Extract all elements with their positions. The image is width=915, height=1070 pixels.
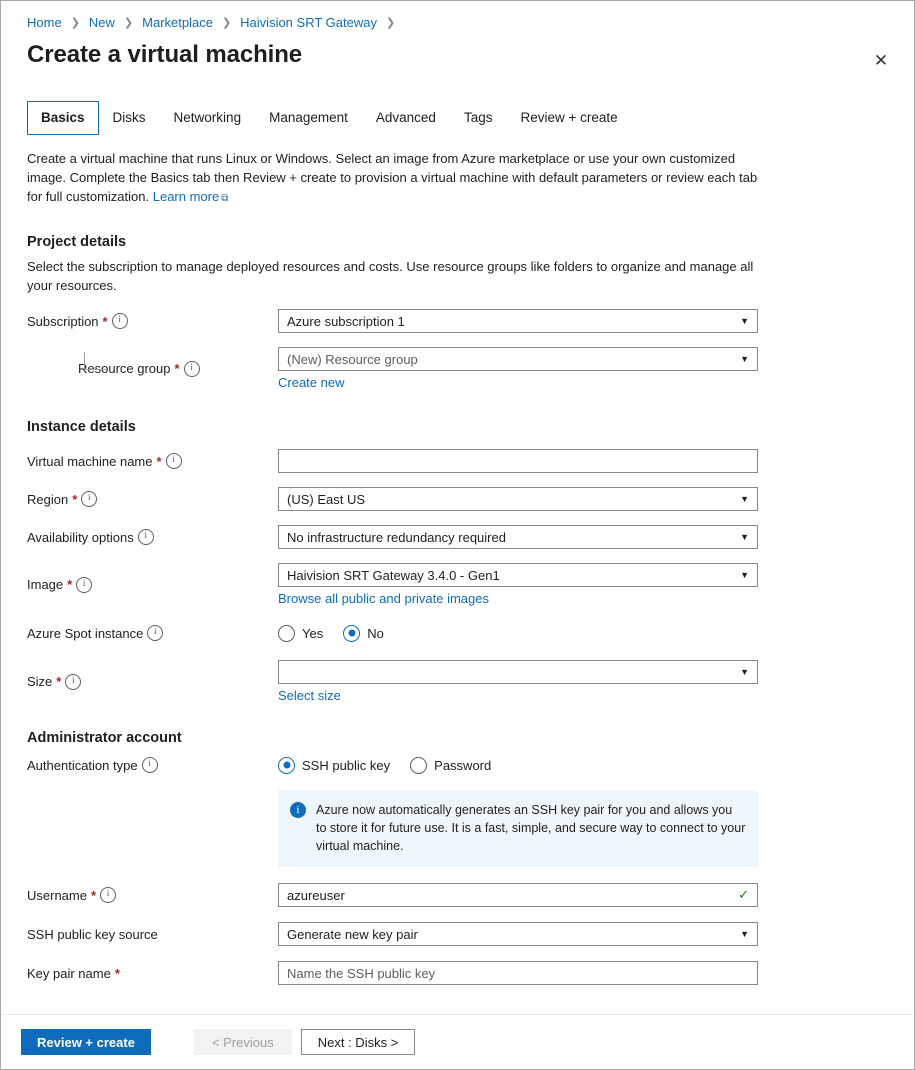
availability-options-select[interactable] <box>278 525 758 549</box>
ssh-key-source-select[interactable] <box>278 922 758 946</box>
image-value: Haivision SRT Gateway 3.4.0 - Gen1 <box>287 567 500 583</box>
ssh-key-source-row <box>27 922 888 946</box>
learn-more-link[interactable]: Learn more <box>152 189 220 204</box>
spot-instance-row <box>27 622 888 644</box>
subscription-field <box>278 309 758 333</box>
review-create-button[interactable]: Review + create <box>21 1029 151 1055</box>
ssh-key-source-label-text: SSH public key source <box>27 926 158 942</box>
image-row <box>27 563 888 606</box>
breadcrumb-item-marketplace[interactable]: Marketplace <box>142 14 213 30</box>
ssh-key-source-value: Generate new key pair <box>287 926 418 942</box>
username-label <box>27 887 278 903</box>
auth-type-password-label: Password <box>434 757 492 773</box>
info-icon[interactable]: i <box>76 577 92 593</box>
breadcrumb-item-home[interactable]: Home <box>27 14 62 30</box>
breadcrumb-item-haivision-srt-gateway[interactable]: Haivision SRT Gateway <box>240 14 377 30</box>
auth-type-radio-ssh[interactable] <box>278 757 390 774</box>
external-link-icon[interactable]: ⧉ <box>221 193 229 204</box>
auth-type-label <box>27 757 278 773</box>
info-icon[interactable]: i <box>142 757 158 773</box>
resource-group-label <box>27 361 278 377</box>
vm-name-label <box>27 453 278 469</box>
browse-images-link[interactable]: Browse all public and private images <box>278 591 489 606</box>
breadcrumb-separator-icon: ❯ <box>123 16 134 29</box>
availability-options-row <box>27 525 888 549</box>
spot-instance-radio-yes[interactable] <box>278 625 323 642</box>
key-pair-name-input[interactable] <box>278 961 758 985</box>
auth-type-radio-group <box>278 757 758 774</box>
required-marker: * <box>67 577 73 592</box>
chevron-down-icon: ▼ <box>740 667 749 677</box>
info-icon: i <box>290 802 306 818</box>
next-disks-button[interactable]: Next : Disks > <box>301 1029 416 1055</box>
spot-instance-label-text: Azure Spot instance <box>27 625 144 641</box>
info-icon[interactable]: i <box>184 361 200 377</box>
availability-options-field <box>278 525 758 549</box>
info-icon[interactable]: i <box>147 625 163 641</box>
radio-circle-selected-icon <box>278 757 295 774</box>
vm-name-row <box>27 449 888 473</box>
select-size-link[interactable]: Select size <box>278 688 341 703</box>
key-pair-name-label <box>27 966 278 981</box>
ssh-key-source-field <box>278 922 758 946</box>
tab-basics[interactable]: Basics <box>27 101 99 135</box>
tab-networking[interactable]: Networking <box>173 110 242 125</box>
spot-instance-no-label: No <box>367 625 384 641</box>
chevron-down-icon: ▼ <box>740 570 749 580</box>
auth-type-label-text: Authentication type <box>27 757 138 773</box>
subscription-label <box>27 313 278 329</box>
tab-bar <box>1 101 914 135</box>
key-pair-name-field <box>278 961 758 985</box>
key-pair-name-label-text: Key pair name <box>27 965 111 981</box>
availability-options-label-text: Availability options <box>27 529 134 545</box>
tab-review-create[interactable]: Review + create <box>520 110 618 125</box>
spot-instance-radio-no[interactable] <box>343 625 384 642</box>
required-marker: * <box>156 453 162 469</box>
info-icon[interactable]: i <box>166 453 182 469</box>
tab-tags[interactable]: Tags <box>463 110 493 125</box>
chevron-down-icon: ▼ <box>740 316 749 326</box>
tab-disks[interactable]: Disks <box>112 110 146 125</box>
required-marker: * <box>102 313 108 329</box>
subscription-select[interactable] <box>278 309 758 333</box>
availability-options-value: No infrastructure redundancy required <box>287 529 506 545</box>
instance-details-heading: Instance details <box>27 419 136 435</box>
footer-action-bar <box>1 1014 914 1069</box>
username-input[interactable] <box>278 883 758 907</box>
info-icon[interactable]: i <box>138 529 154 545</box>
username-row <box>27 883 888 907</box>
previous-button: < Previous <box>194 1029 292 1055</box>
vm-name-label-text: Virtual machine name <box>27 453 153 469</box>
spot-instance-yes-label: Yes <box>302 625 324 641</box>
chevron-down-icon: ▼ <box>740 354 749 364</box>
intro-text <box>27 149 762 208</box>
resource-group-field <box>278 347 758 390</box>
project-details-description: Select the subscription to manage deployed resources and costs. Use resource groups like folders to organize and manage all your resources. <box>27 259 754 293</box>
subscription-value: Azure subscription 1 <box>287 313 405 329</box>
availability-options-label <box>27 529 278 545</box>
radio-circle-icon <box>278 625 295 642</box>
form-content <box>1 135 914 985</box>
resource-group-select[interactable] <box>278 347 758 371</box>
username-field <box>278 883 758 907</box>
spot-instance-radio-group <box>278 625 758 642</box>
auth-type-radio-password[interactable] <box>410 757 491 774</box>
resource-group-row <box>27 347 888 390</box>
ssh-key-info-banner <box>278 790 758 867</box>
page-title: Create a virtual machine <box>27 41 303 68</box>
chevron-down-icon: ▼ <box>740 929 749 939</box>
checkmark-icon: ✓ <box>738 887 749 902</box>
size-label-text: Size <box>27 674 53 689</box>
username-value: azureuser <box>287 887 345 903</box>
radio-circle-selected-icon <box>343 625 360 642</box>
radio-circle-icon <box>410 757 427 774</box>
region-value: (US) East US <box>287 491 366 507</box>
required-marker: * <box>114 965 120 981</box>
breadcrumb-separator-icon: ❯ <box>221 16 232 29</box>
breadcrumb-separator-icon: ❯ <box>70 16 80 29</box>
info-icon[interactable]: i <box>100 887 116 903</box>
info-icon[interactable]: i <box>81 491 97 507</box>
chevron-down-icon: ▼ <box>740 494 749 504</box>
region-row <box>27 487 888 511</box>
vm-name-field <box>278 449 758 473</box>
close-icon[interactable]: ✕ <box>873 50 889 70</box>
size-label <box>27 674 278 690</box>
required-marker: * <box>174 361 180 376</box>
size-row <box>27 660 888 703</box>
region-label <box>27 491 278 507</box>
info-icon[interactable]: i <box>112 313 128 329</box>
auth-type-ssh-label: SSH public key <box>302 757 391 773</box>
key-pair-name-placeholder: Name the SSH public key <box>287 965 436 981</box>
administrator-account-heading: Administrator account <box>27 730 182 746</box>
key-pair-name-row <box>27 961 888 985</box>
required-marker: * <box>72 491 78 507</box>
ssh-key-source-label <box>27 927 278 942</box>
breadcrumb-separator-icon: ❯ <box>385 16 396 29</box>
project-details-heading: Project details <box>27 234 127 250</box>
resource-group-value: (New) Resource group <box>287 351 418 367</box>
required-marker: * <box>90 887 97 903</box>
tab-management[interactable]: Management <box>269 110 348 125</box>
size-field <box>278 660 758 703</box>
info-icon[interactable]: i <box>65 674 81 690</box>
subscription-label-text: Subscription <box>27 313 99 329</box>
region-label-text: Region <box>27 491 69 507</box>
vm-name-input[interactable] <box>278 449 758 473</box>
title-row <box>1 33 914 75</box>
username-label-text: Username <box>27 887 87 903</box>
auth-type-row <box>27 754 888 776</box>
image-label-text: Image <box>27 577 64 592</box>
image-select[interactable] <box>278 563 758 587</box>
create-new-resource-group-link[interactable]: Create new <box>278 375 345 390</box>
resource-group-label-text: Resource group <box>78 361 171 376</box>
spot-instance-label <box>27 625 278 641</box>
breadcrumb <box>1 1 914 33</box>
tab-advanced[interactable]: Advanced <box>375 110 436 125</box>
region-select[interactable] <box>278 487 758 511</box>
breadcrumb-item-new[interactable]: New <box>88 14 115 30</box>
ssh-key-info-text: Azure now automatically generates an SSH key pair for you and allows you to store it for future use. It is a fast, simple, and secure way to connect to your virtual machine. <box>316 803 746 853</box>
image-label <box>27 577 278 593</box>
intro-paragraph: Create a virtual machine that runs Linux or Windows. Select an image from Azure marketplace or use your own customized image. Complete the Basics tab then Review + create to provision a virtual machine with default parameters or review each tab for full customization. <box>27 151 758 204</box>
image-field <box>278 563 758 606</box>
size-select[interactable] <box>278 660 758 684</box>
required-marker: * <box>56 674 62 689</box>
region-field <box>278 487 758 511</box>
chevron-down-icon: ▼ <box>740 532 749 542</box>
subscription-row <box>27 309 888 333</box>
